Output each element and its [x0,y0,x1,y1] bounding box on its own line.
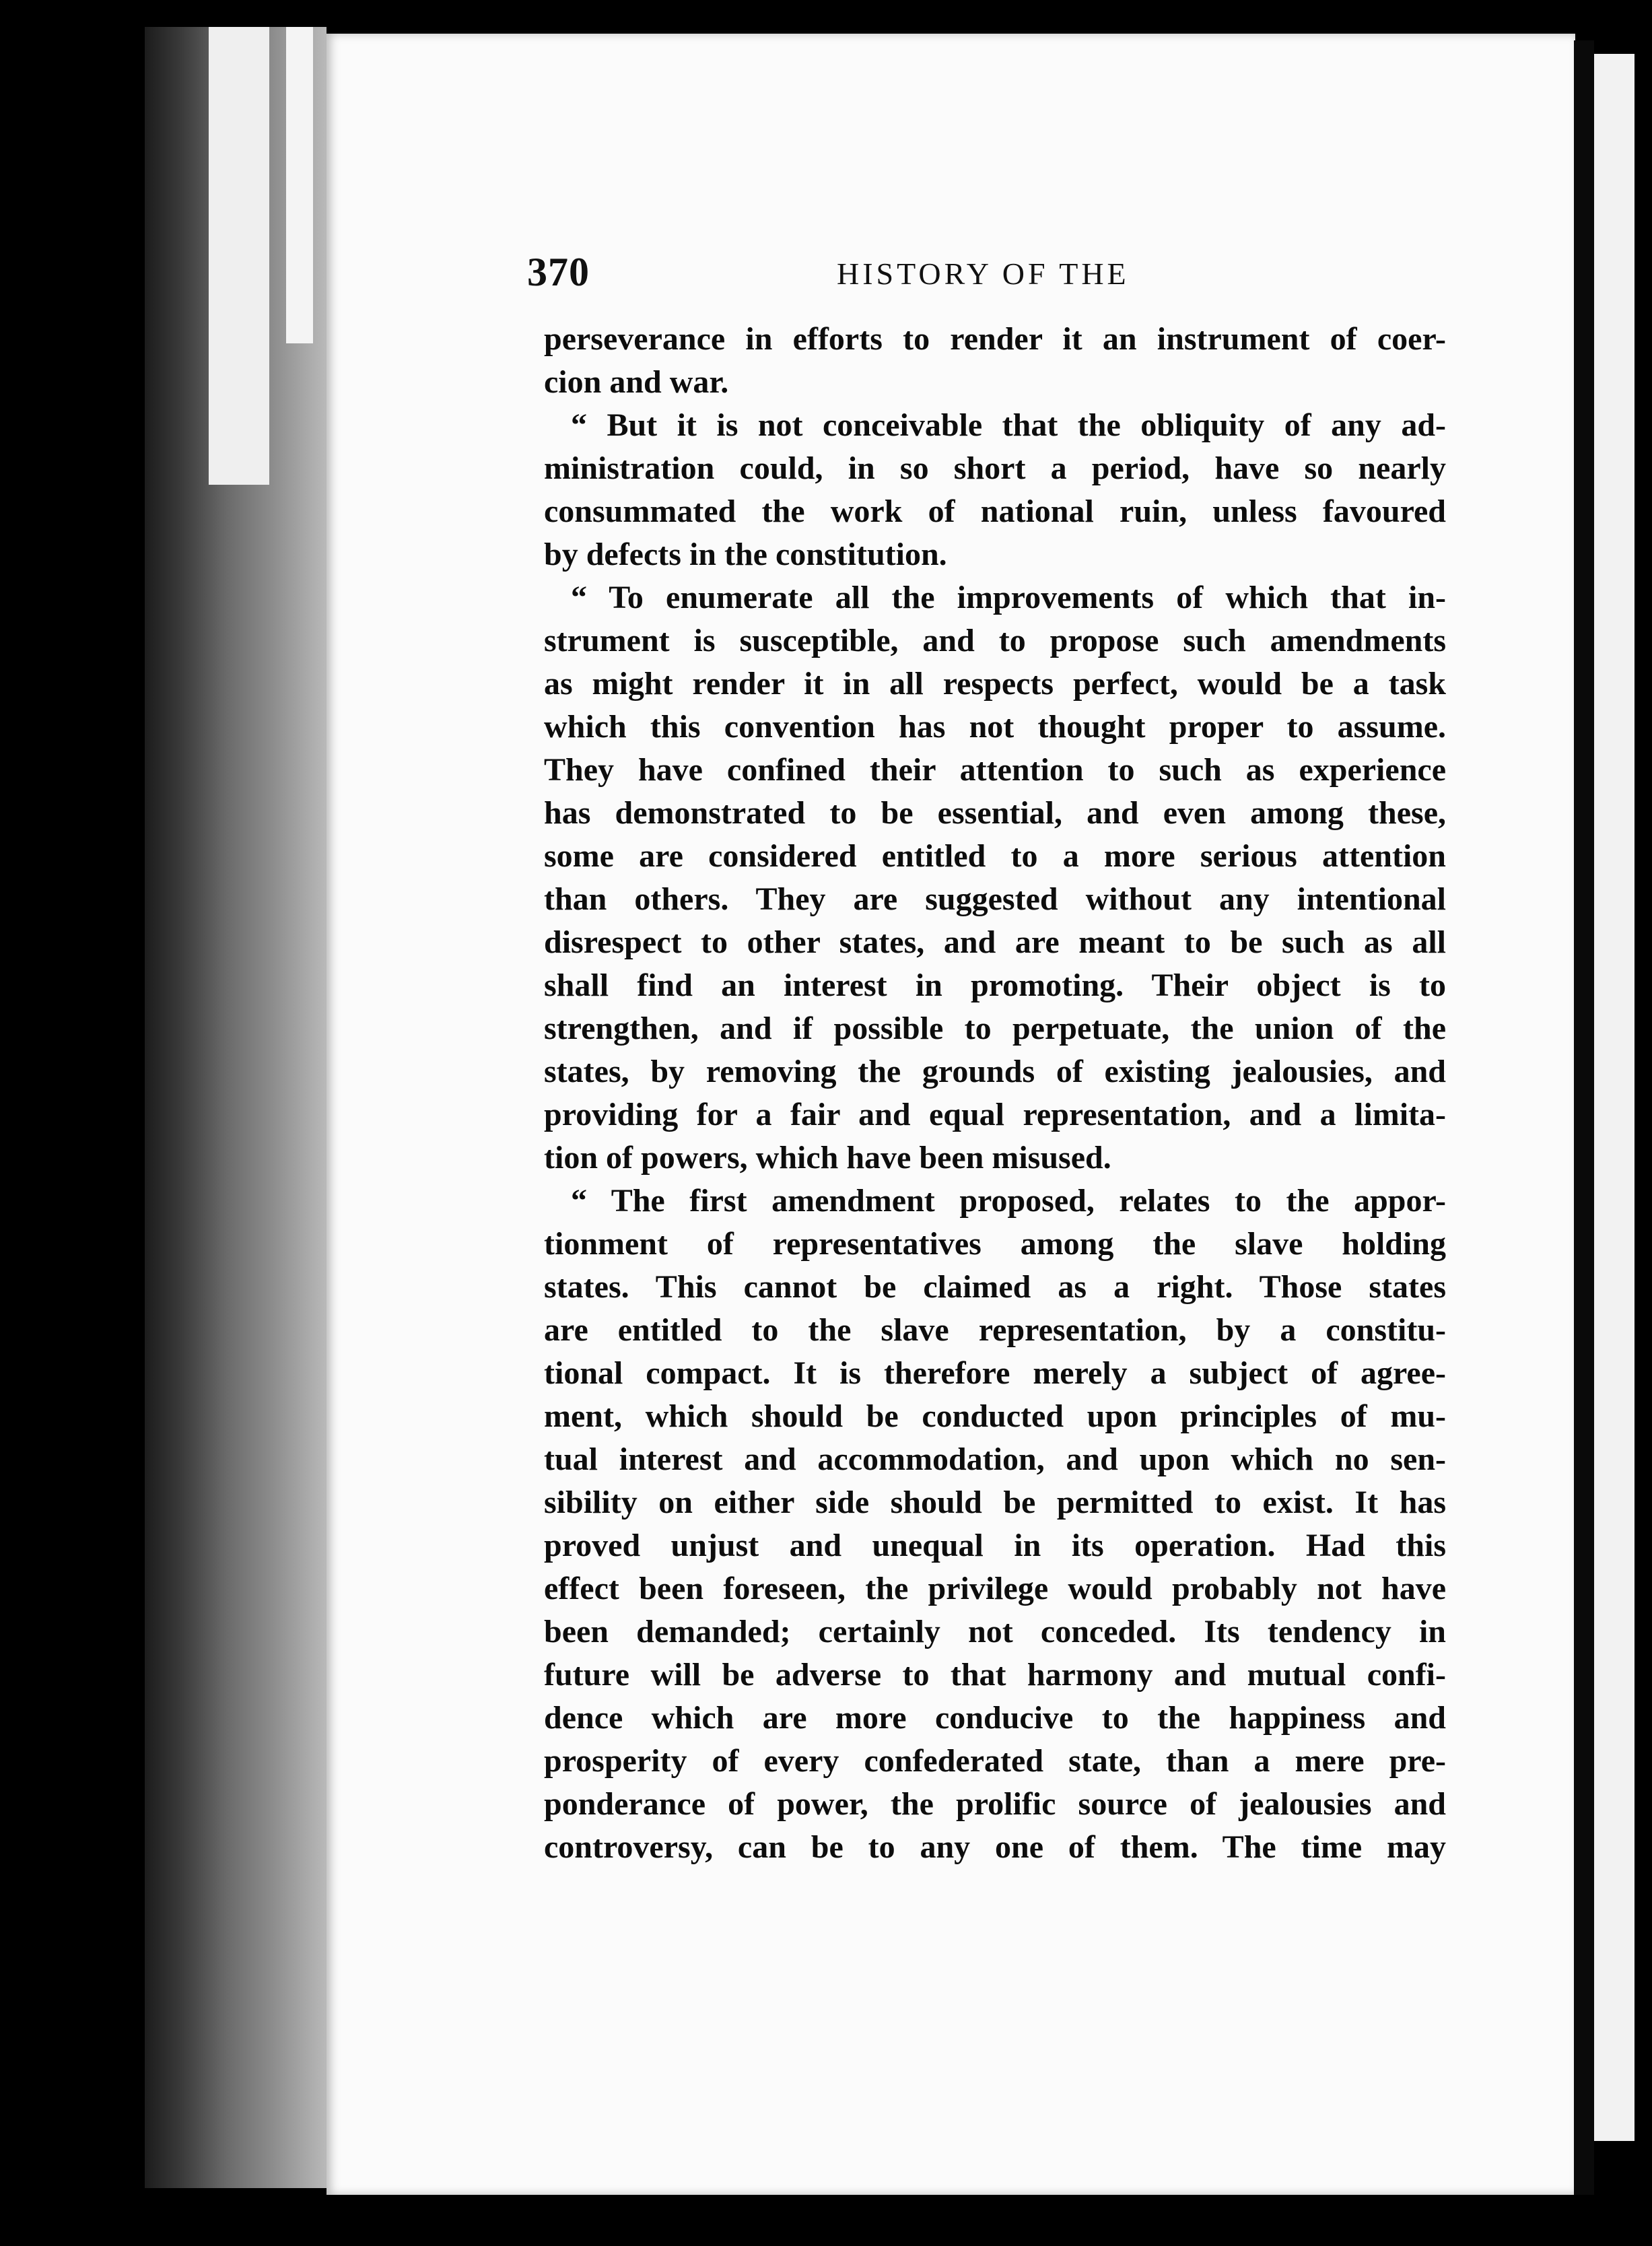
text-line: ponderance of power, the prolific source of jealousies and [544,1786,1446,1822]
text-line: than others. They are suggested without any intentional [544,881,1446,917]
text-line: “ The first amendment proposed, relates to the appor- [571,1183,1446,1219]
scan-border [1574,40,1594,2195]
text-line: are entitled to the slave representation, by a constitu- [544,1312,1446,1348]
text-line: “ But it is not conceivable that the obliquity of any ad- [571,407,1446,443]
text-line: controversy, can be to any one of them. The time may [544,1829,1446,1865]
body-text [544,318,1446,1869]
text-line: states, by removing the grounds of existing jealousies, and [544,1054,1446,1089]
text-line: has demonstrated to be essential, and even among these, [544,795,1446,831]
text-line: states. This cannot be claimed as a right. Those states [544,1269,1446,1305]
text-line: They have confined their attention to such as experience [544,752,1446,788]
page-header [527,222,1470,296]
text-line: cion and war. [544,364,729,400]
text-line: consummated the work of national ruin, unless favoured [544,494,1446,529]
next-page-edge [1594,54,1634,2141]
text-line: tionment of representatives among the slave holding [544,1226,1446,1262]
text-line: providing for a fair and equal representation, and a limita- [544,1097,1446,1132]
text-line: tion of powers, which have been misused. [544,1140,1111,1176]
page-edge-highlight [286,27,313,343]
text-line: proved unjust and unequal in its operation. Had this [544,1528,1446,1563]
text-line: “ To enumerate all the improvements of which that in- [571,580,1446,615]
text-line: ministration could, in so short a period, have so nearly [544,450,1446,486]
text-line: tual interest and accommodation, and upon which no sen- [544,1441,1446,1477]
text-line: dence which are more conducive to the happiness and [544,1700,1446,1736]
text-line: future will be adverse to that harmony and mutual confi- [544,1657,1446,1693]
page-number: 370 [527,250,590,294]
text-line: shall find an interest in promoting. Their object is to [544,967,1446,1003]
text-line: strengthen, and if possible to perpetuate, the union of the [544,1011,1446,1046]
text-line: tional compact. It is therefore merely a subject of agree- [544,1355,1446,1391]
text-line: prosperity of every confederated state, than a mere pre- [544,1743,1446,1779]
text-line: effect been foreseen, the privilege would probably not have [544,1571,1446,1606]
text-line: sibility on either side should be permitted to exist. It has [544,1485,1446,1520]
text-line: strument is susceptible, and to propose such amendments [544,623,1446,658]
text-line: disrespect to other states, and are meant to be such as all [544,924,1446,960]
text-line: as might render it in all respects perfect, would be a task [544,666,1446,702]
text-line: perseverance in efforts to render it an instrument of coer- [544,321,1446,357]
text-line: which this convention has not thought proper to assume. [544,709,1446,745]
page-edge-highlight [209,27,269,485]
text-line: ment, which should be conducted upon principles of mu- [544,1398,1446,1434]
text-line: some are considered entitled to a more serious attention [544,838,1446,874]
text-line: by defects in the constitution. [544,537,947,572]
text-line: been demanded; certainly not conceded. Its tendency in [544,1614,1446,1649]
running-head: HISTORY OF THE [837,257,1130,291]
